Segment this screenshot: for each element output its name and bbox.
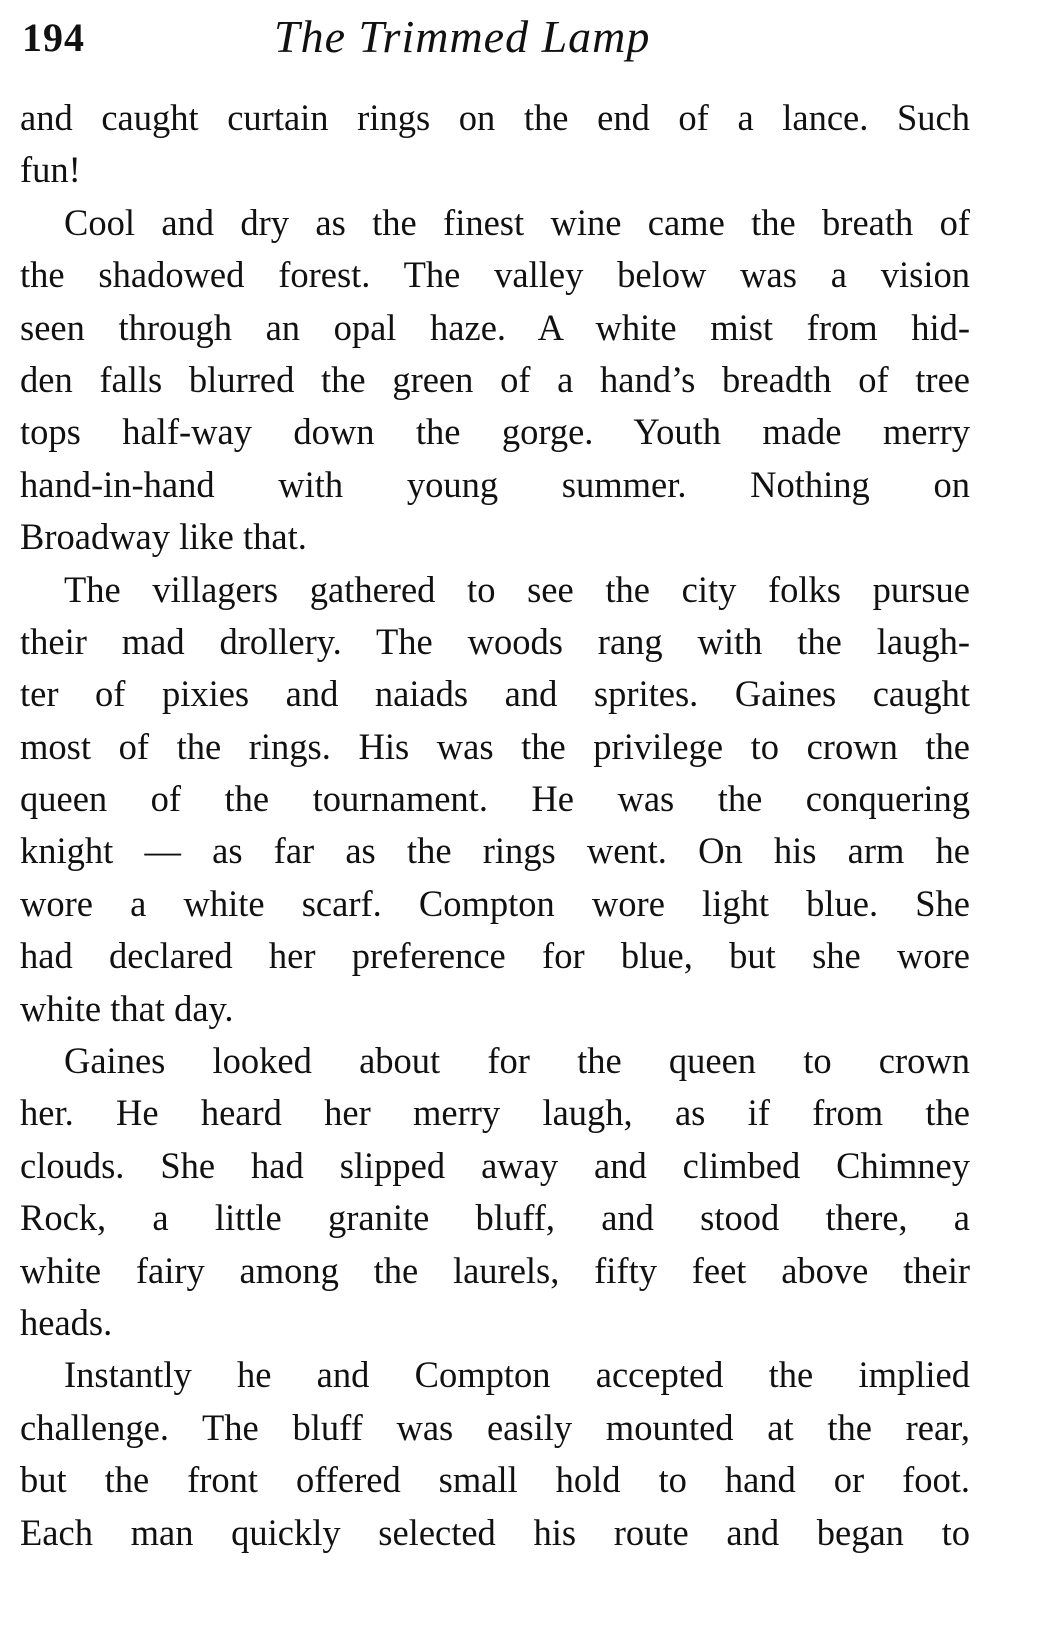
text-line: fun! [20, 149, 81, 191]
page-number: 194 [22, 15, 85, 60]
text-line: Instantly he and Compton accepted the implied [64, 1354, 970, 1396]
text-line: challenge. The bluff was easily mounted at the rear, [20, 1406, 970, 1448]
text-line: Rock, a little granite bluff, and stood there, a [20, 1197, 970, 1239]
text-line: clouds. She had slipped away and climbed Chimney [20, 1144, 970, 1186]
text-line: tops half-way down the gorge. Youth made merry [20, 411, 970, 453]
body-text [20, 92, 970, 1559]
text-line: hand-in-hand with young summer. Nothing on [20, 463, 970, 505]
text-line: and caught curtain rings on the end of a lance. Such [20, 97, 970, 138]
text-line: the shadowed forest. The valley below was a vision [20, 254, 970, 296]
text-line: knight — as far as the rings went. On his arm he [20, 830, 970, 872]
text-line: heads. [20, 1301, 113, 1343]
text-line: queen of the tournament. He was the conquering [20, 778, 970, 820]
text-line: ter of pixies and naiads and sprites. Gaines caught [20, 673, 970, 715]
text-line: white that day. [20, 987, 234, 1029]
text-line: Each man quickly selected his route and began to [20, 1511, 970, 1553]
running-title: The Trimmed Lamp [274, 11, 651, 62]
text-line: her. He heard her merry laugh, as if from the [20, 1092, 970, 1134]
book-page [20, 0, 970, 1647]
text-line: Cool and dry as the finest wine came the breath of [64, 201, 970, 243]
text-line: most of the rings. His was the privilege to crown the [20, 725, 970, 767]
text-line: had declared her preference for blue, but she wore [20, 935, 970, 977]
text-line: The villagers gathered to see the city folks pursue [64, 568, 970, 610]
page-header [20, 0, 970, 84]
text-line: wore a white scarf. Compton wore light blue. She [20, 882, 970, 924]
text-line: seen through an opal haze. A white mist from hid- [20, 306, 970, 348]
text-line: their mad drollery. The woods rang with the laugh- [20, 620, 970, 662]
text-line: but the front offered small hold to hand or foot. [20, 1459, 970, 1501]
text-line: Broadway like that. [20, 516, 307, 558]
text-line: den falls blurred the green of a hand’s breadth of tree [20, 358, 970, 400]
text-line: Gaines looked about for the queen to crown [64, 1040, 970, 1082]
text-line: white fairy among the laurels, fifty feet above their [20, 1249, 970, 1291]
